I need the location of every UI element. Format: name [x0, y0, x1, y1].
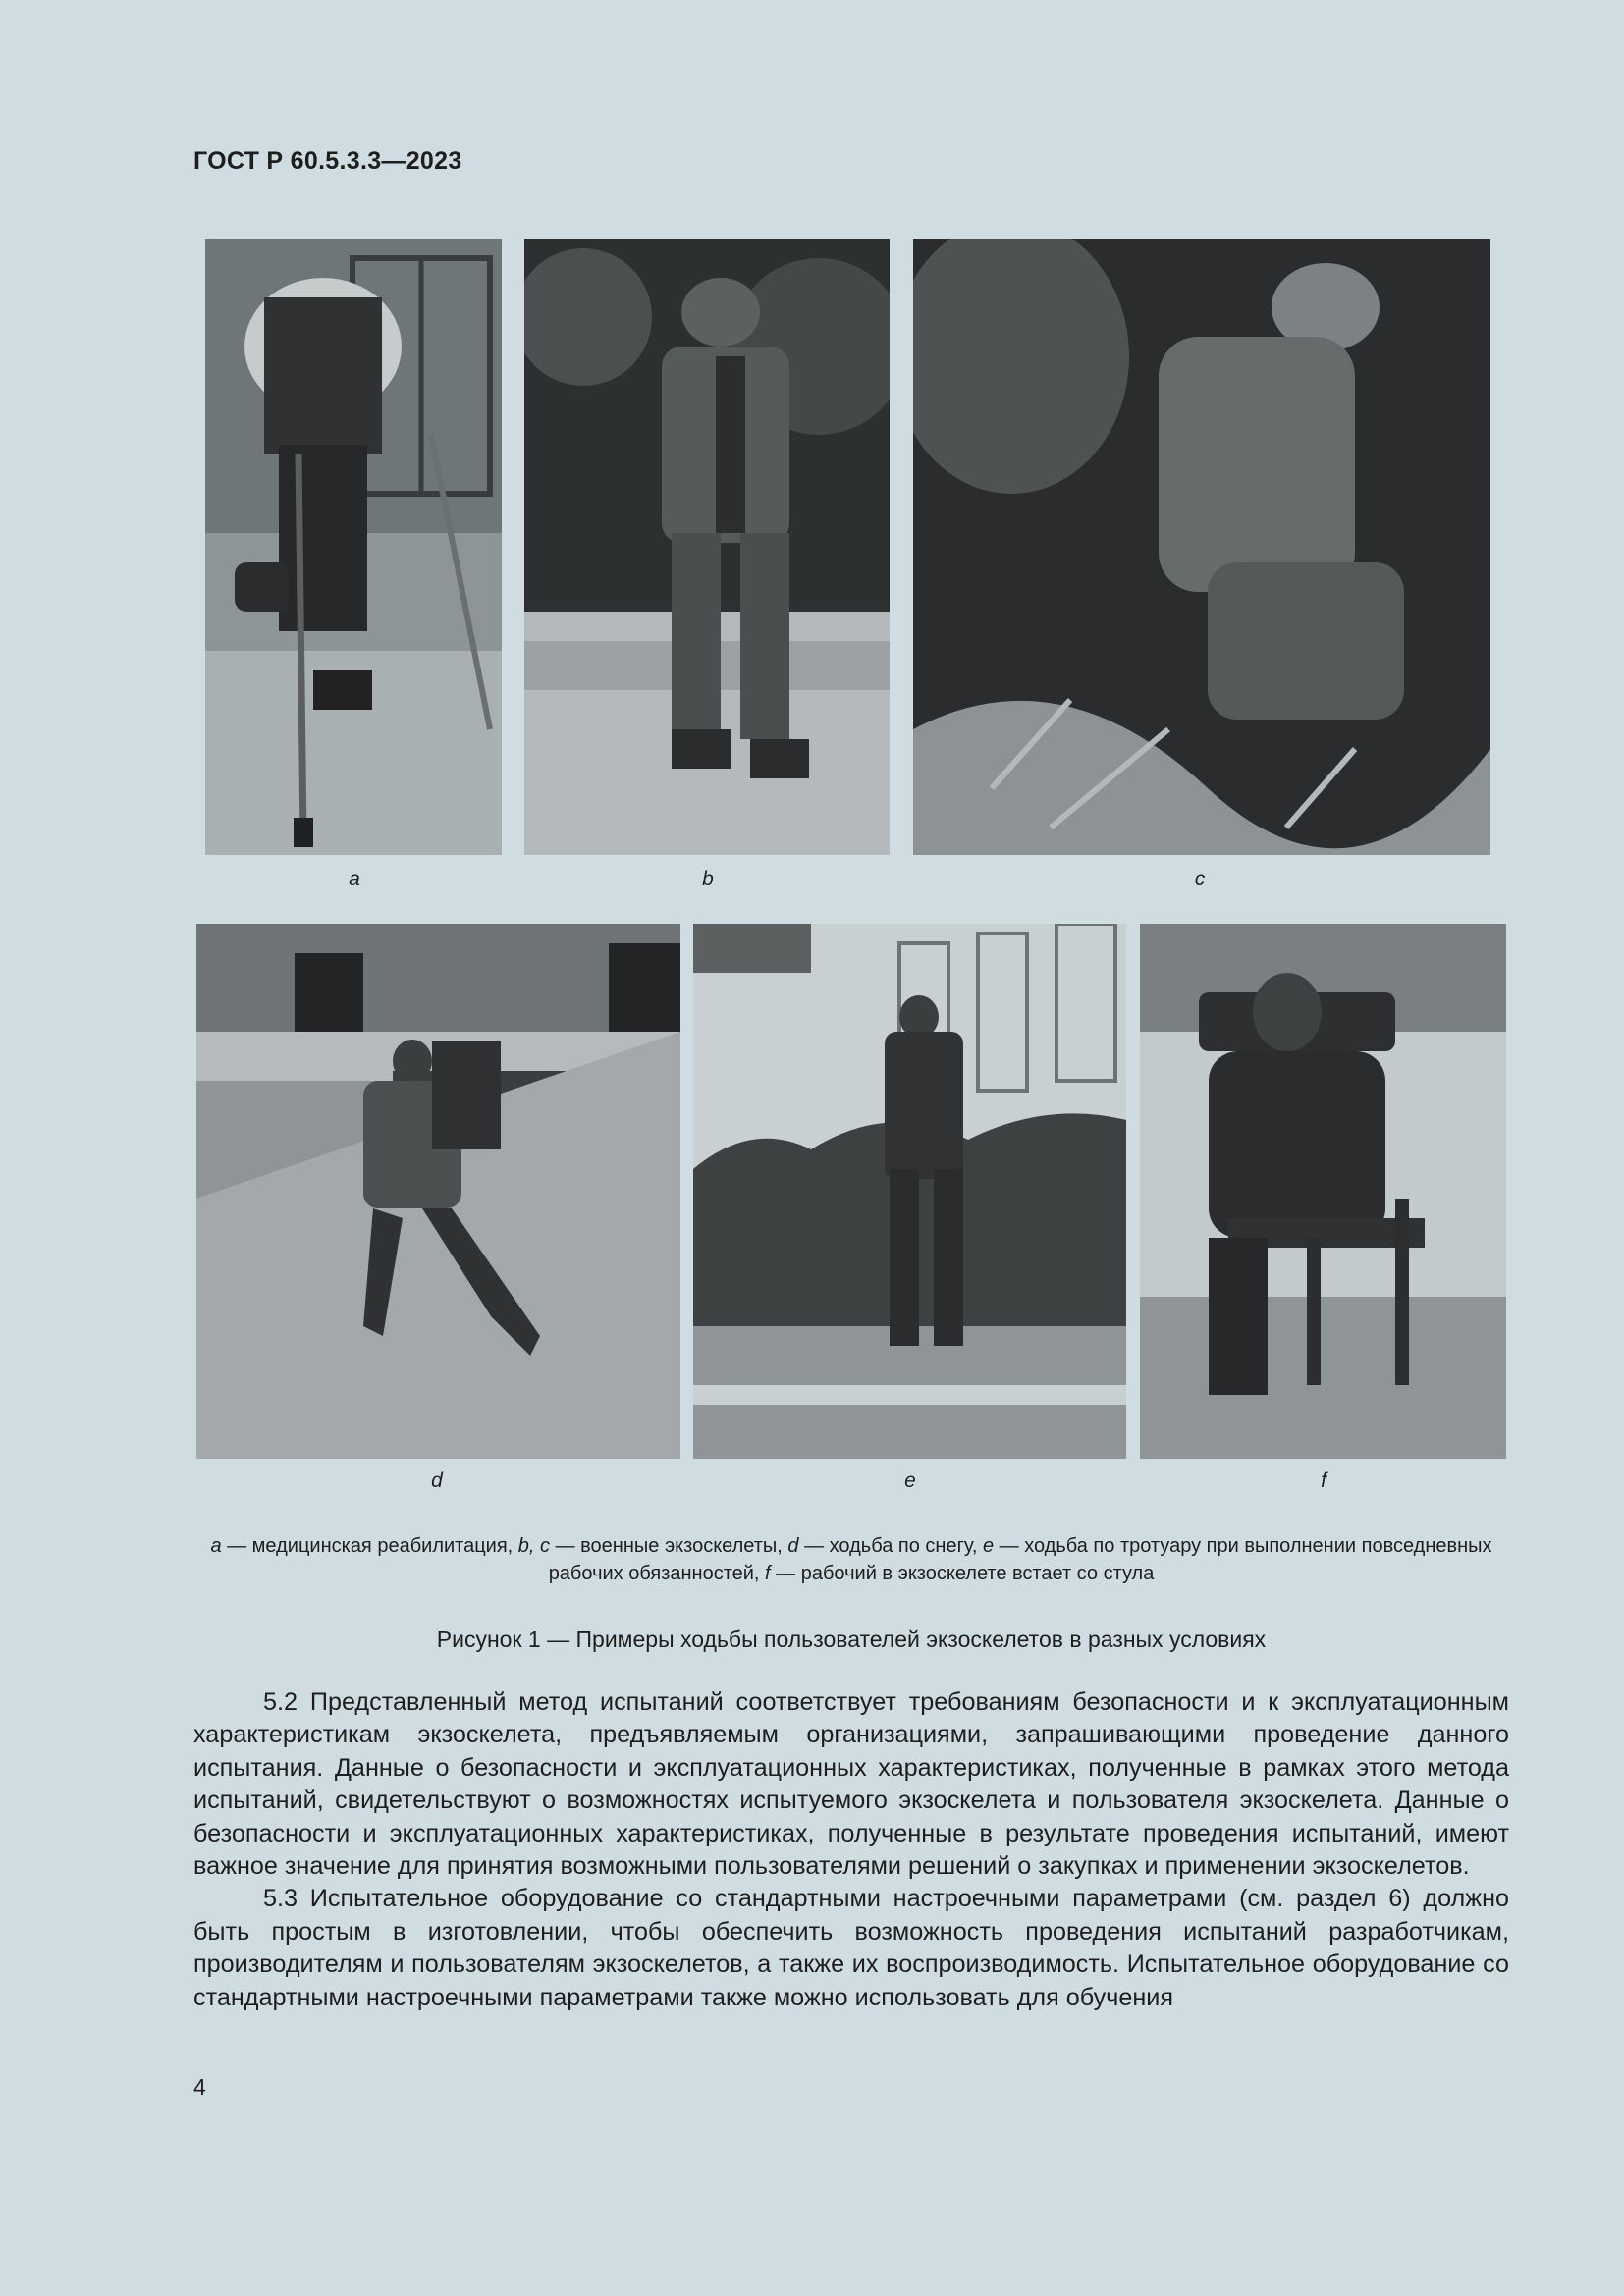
figure-photo-f: [1140, 924, 1506, 1459]
legend-key-bc: b, c: [517, 1535, 551, 1557]
figure-label-f: f: [1321, 1469, 1326, 1492]
figure-photo-e: [693, 924, 1126, 1459]
legend-text-bc: — военные экзоскелеты,: [550, 1535, 788, 1557]
figure-label-b: b: [702, 868, 714, 890]
legend-key-a: a: [210, 1535, 222, 1557]
legend-text-d: — ходьба по снегу,: [798, 1535, 983, 1557]
figure-label-e: e: [904, 1469, 916, 1492]
figure-legend: [193, 1532, 1509, 1587]
legend-text-a: — медицинская реабилитация,: [221, 1535, 518, 1557]
figure-photo-b: [524, 239, 890, 855]
paragraph-5-2: 5.2 Представленный метод испытаний соответствует требованиям безопасности и к эксплуатационным характеристикам экзоскелета, предъявляемым организациями, запрашивающими проведение данного испытания. Данные о безопасности и эксплуатационных характеристиках, полученные в рамках этого метода испытаний, свидетельствуют о возможностях испытуемого экзоскелета и пользователя экзоскелета. Данные о безопасности и эксплуатационных характеристиках, полученные в результате проведения испытаний, имеют важное значение для принятия возможными пользователями решений о закупках и применении экзоскелетов.: [193, 1688, 1509, 1881]
figure-label-a: a: [349, 868, 360, 890]
figure-label-d: d: [431, 1469, 443, 1492]
figure-photo-a: [205, 239, 502, 855]
legend-text-e: — ходьба по тротуару при выполнении повседневных рабочих обязанностей,: [548, 1535, 1492, 1584]
page-number: 4: [193, 2074, 206, 2100]
figure-title: Рисунок 1 — Примеры ходьбы пользователей экзоскелетов в разных условиях: [436, 1627, 1267, 1652]
legend-key-e: e: [982, 1535, 995, 1557]
figure-photo-d: [196, 924, 680, 1459]
figure-label-c: c: [1194, 868, 1206, 890]
document-header: ГОСТ Р 60.5.3.3—2023: [193, 147, 462, 175]
paragraph-5-3: 5.3 Испытательное оборудование со стандартными настроечными параметрами (см. раздел 6) должно быть простым в изготовлении, чтобы обеспечить возможность проведения испытаний разработчикам, производителям и пользователям экзоскелетов, а также их воспроизводимость. Испытательное оборудование со стандартными настроечными параметрами также можно использовать для обучения: [193, 1885, 1509, 2011]
legend-key-f: f: [765, 1563, 771, 1584]
figure-photo-c: [913, 239, 1490, 855]
legend-key-d: d: [787, 1535, 799, 1557]
body-text: [193, 1686, 1509, 2014]
legend-text-f: — рабочий в экзоскелете встает со стула: [770, 1563, 1155, 1584]
